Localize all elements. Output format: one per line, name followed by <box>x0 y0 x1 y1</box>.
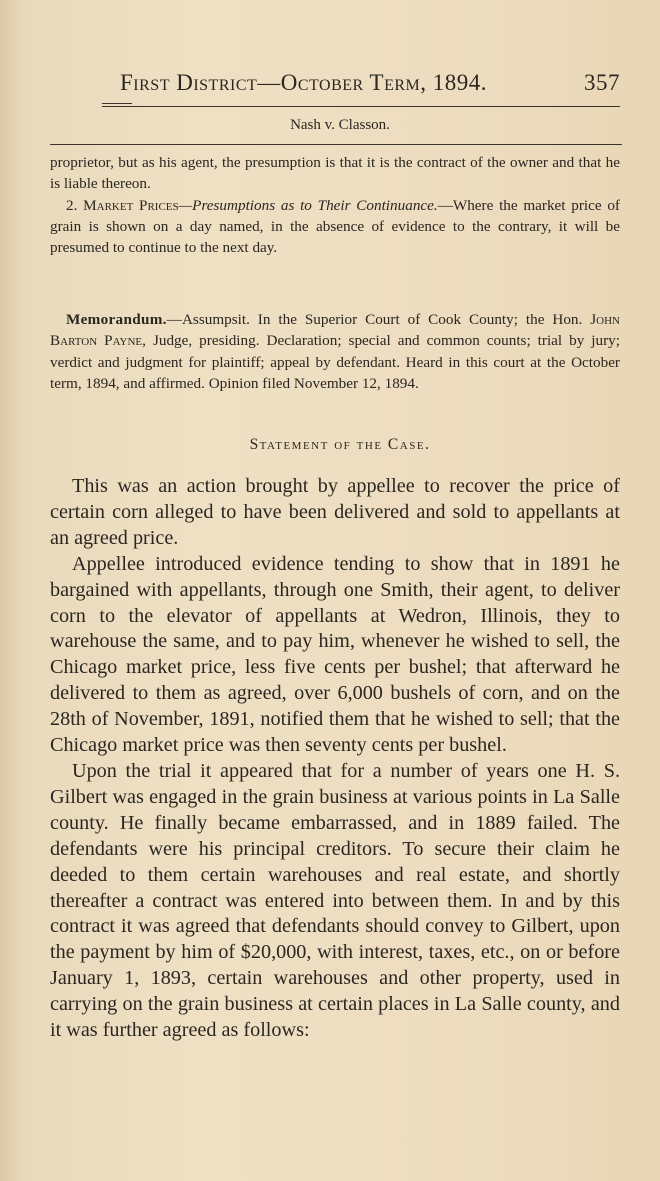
running-head-rule <box>50 144 622 145</box>
page-header <box>120 70 620 96</box>
memorandum-text-2: , Judge, presiding. Declaration; special and common counts; trial by jury; verdict and judgment for plaintiff; appeal by defendant. Heard in this court at the October term, 1894, and affirmed. Opinion filed November 12, 1894. <box>50 332 620 392</box>
paragraph-3: Upon the trial it appeared that for a number of years one H. S. Gilbert was engaged in the grain business at various points in La Salle county. He finally became embarrassed, and in 1889 failed. The defendants were his principal creditors. To secure their claim he deeded to them certain warehouses and real estate, and shortly thereafter a contract was entered into between them. In and by this contract it was agreed that defendants should convey to Gilbert, upon the payment by him of $20,000, with interest, taxes, etc., on or before January 1, 1893, certain warehouses and other property, used in carrying on the grain business at certain places in La Salle county, and it was further agreed as follows: <box>50 759 620 1042</box>
header-title: First District—October Term, 1894. <box>120 70 488 95</box>
headnote-2 <box>50 195 620 259</box>
headnote-2-subhead: —Presumptions as to Their Continuance. <box>178 196 438 214</box>
header-rule <box>102 106 620 107</box>
headnotes <box>50 152 620 258</box>
headnote-continuation: proprietor, but as his agent, the presumption is that it is the contract of the owner and that he is liable thereon. <box>50 154 620 193</box>
page-number: 357 <box>584 70 620 95</box>
statement-heading: Statement of the Case. <box>249 436 431 453</box>
headnote-2-number: 2. <box>66 196 78 214</box>
headnote-2-head: Market Prices <box>83 196 179 214</box>
memorandum-text-1: —Assumpsit. In the Superior Court of Cook County; the Hon. <box>166 311 591 328</box>
headnote-2-text: —Where the market price of grain is shown on a day named, in the absence of evidence to the contrary, it will be presumed to continue to the next day. <box>50 196 620 257</box>
memorandum <box>50 309 620 394</box>
judge-name: John Barton Payne <box>50 311 620 350</box>
memorandum-lead: Memorandum. <box>66 311 167 328</box>
statement-body <box>50 474 620 1044</box>
running-head: Nash v. Classon. <box>290 117 390 133</box>
paragraph-2: Appellee introduced evidence tending to show that in 1891 he bargained with appellants, through one Smith, their agent, to deliver corn to the elevator of appellants at Wedron, Illinois, they to warehouse the same, and to pay him, whenever he wished to sell, the Chicago market price, less five cents per bushel; that afterward he delivered to them as agreed, over 6,000 bushels of corn, and on the 28th of November, 1891, notified them that he wished to sell; that the Chicago market price was then seventy cents per bushel. <box>50 552 620 757</box>
header-rule-accent <box>102 103 132 104</box>
paragraph-1: This was an action brought by appellee to recover the price of certain corn alleged to have been delivered and sold to appellants at an agreed price. <box>50 475 620 549</box>
